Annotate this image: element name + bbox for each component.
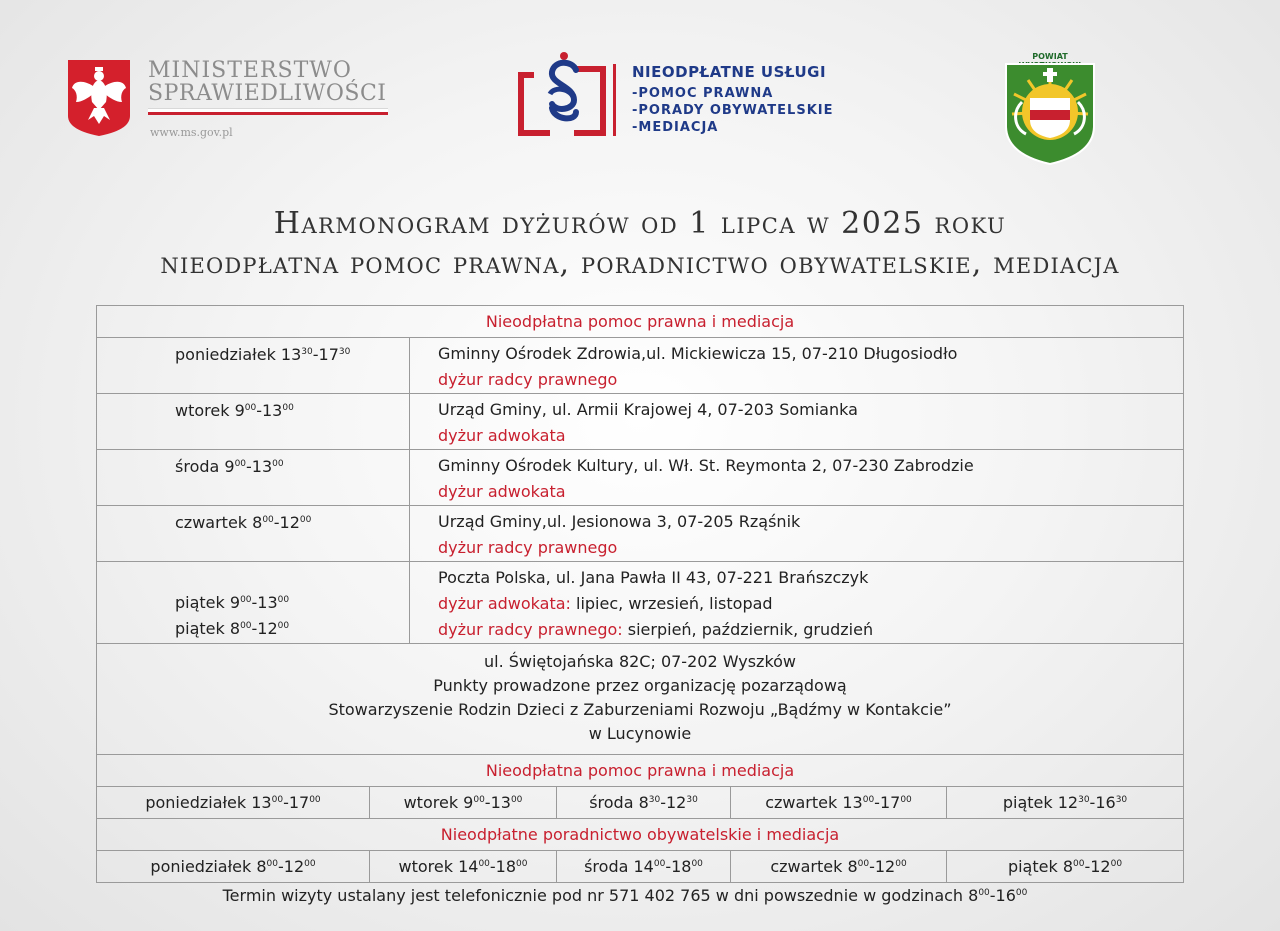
- county-label: POWIAT: [1032, 52, 1068, 61]
- organization-info: [97, 644, 1184, 755]
- duty-day: czwartek $8^{00}-12^{00}$: [97, 506, 410, 562]
- appointment-note: Termin wizyty ustalany jest telefonicznie pod nr 571 402 765 w dni powszednie w godzinach $8^{00}-16^{00}$: [222, 886, 1028, 905]
- duty-location: [410, 394, 1184, 450]
- organization-place: w Lucynowie: [588, 724, 692, 743]
- section-header-legal-aid: Nieodpłatna pomoc prawna i mediacja: [97, 306, 1184, 338]
- organization-address: ul. Świętojańska 82C; 07-202 Wyszków: [483, 652, 797, 671]
- ministry-url: www.ms.gov.pl: [150, 126, 233, 139]
- duty-type: dyżur adwokata: [438, 426, 566, 445]
- schedule-slot: środa $14^{00}-18^{00}$: [557, 851, 731, 883]
- organization-row: [97, 644, 1184, 755]
- schedule-slot: środa $8^{30}-12^{30}$: [557, 787, 731, 819]
- table-section-header: [97, 755, 1184, 787]
- organization-note: Punkty prowadzone przez organizację pozarządową: [433, 676, 847, 695]
- location-address: Poczta Polska, ul. Jana Pawła II 43, 07-221 Brańszczyk: [438, 568, 869, 587]
- duty-type: dyżur radcy prawnego: [438, 538, 618, 557]
- location-address: Gminny Ośrodek Zdrowia,ul. Mickiewicza 15, 07-210 Długosiodło: [438, 344, 958, 363]
- free-services-list: [632, 85, 834, 136]
- service-item: -MEDIACJA: [632, 120, 719, 135]
- table-row: [97, 338, 1184, 394]
- schedule-slot: czwartek $8^{00}-12^{00}$: [731, 851, 947, 883]
- county-coat-of-arms: [1000, 50, 1100, 165]
- table-row: [97, 562, 1184, 644]
- table-section-header: [97, 819, 1184, 851]
- table-row: [97, 394, 1184, 450]
- table-row: [97, 787, 1184, 819]
- table-row: [97, 450, 1184, 506]
- duty-type: dyżur radcy prawnego: [438, 370, 618, 389]
- ministry-name-line2: SPRAWIEDLIWOŚCI: [148, 81, 387, 106]
- schedule-slot: czwartek $13^{00}-17^{00}$: [731, 787, 947, 819]
- schedule-slot: wtorek $9^{00}-13^{00}$: [370, 787, 557, 819]
- organization-name: Stowarzyszenie Rodzin Dzieci z Zaburzeniami Rozwoju „Bądźmy w Kontakcie”: [328, 700, 952, 719]
- schedule-slot: wtorek $14^{00}-18^{00}$: [370, 851, 557, 883]
- duty-day: piątek $9^{00}-13^{00}$ piątek $8^{00}-12^{00}$: [97, 562, 410, 644]
- duty-day: środa $9^{00}-13^{00}$: [97, 450, 410, 506]
- paragraph-book-icon: [514, 50, 618, 142]
- schedule-slot: poniedziałek $13^{00}-17^{00}$: [97, 787, 370, 819]
- free-services-title: NIEODPŁATNE USŁUGI: [632, 63, 827, 81]
- duty-location: [410, 450, 1184, 506]
- ministry-flag-stripe: [148, 108, 388, 114]
- free-services-logo: [514, 50, 844, 145]
- schedule-table: [96, 305, 1184, 883]
- duty-day: poniedziałek $13^{30}-17^{30}$: [97, 338, 410, 394]
- location-address: Urząd Gminy, ul. Armii Krajowej 4, 07-203 Somianka: [438, 400, 858, 419]
- section-header-legal-aid-ngo: Nieodpłatna pomoc prawna i mediacja: [97, 755, 1184, 787]
- duty-type: dyżur adwokata: [438, 482, 566, 501]
- location-address: Gminny Ośrodek Kultury, ul. Wł. St. Reymonta 2, 07-230 Zabrodzie: [438, 456, 974, 475]
- duty-location: [410, 562, 1184, 644]
- ministry-logo: [66, 56, 396, 146]
- table-section-header: [97, 306, 1184, 338]
- schedule-slot: piątek $12^{30}-16^{30}$: [947, 787, 1184, 819]
- location-address: Urząd Gminy,ul. Jesionowa 3, 07-205 Rząśnik: [438, 512, 801, 531]
- duty-location: [410, 338, 1184, 394]
- service-item: -POMOC PRAWNA: [632, 86, 774, 101]
- polish-eagle-icon: [66, 58, 132, 138]
- page-subtitle: nieodpłatna pomoc prawna, poradnictwo obywatelskie, mediacja: [160, 246, 1120, 281]
- section-header-civic-advice: Nieodpłatne poradnictwo obywatelskie i mediacja: [97, 819, 1184, 851]
- service-item: -PORADY OBYWATELSKIE: [632, 103, 834, 118]
- duty-day: wtorek $9^{00}-13^{00}$: [97, 394, 410, 450]
- schedule-slot: poniedziałek $8^{00}-12^{00}$: [97, 851, 370, 883]
- duty-type: dyżur radcy prawnego: sierpień, październik, grudzień: [438, 620, 874, 639]
- duty-location: [410, 506, 1184, 562]
- county-shield-icon: [1004, 62, 1096, 166]
- table-row: [97, 506, 1184, 562]
- table-row: [97, 851, 1184, 883]
- schedule-slot: piątek $8^{00}-12^{00}$: [947, 851, 1184, 883]
- ministry-name-line1: MINISTERSTWO: [148, 58, 352, 83]
- page-title: Harmonogram dyżurów od 1 lipca w 2025 roku: [273, 206, 1007, 241]
- duty-type: dyżur adwokata: lipiec, wrzesień, listopad: [438, 594, 773, 613]
